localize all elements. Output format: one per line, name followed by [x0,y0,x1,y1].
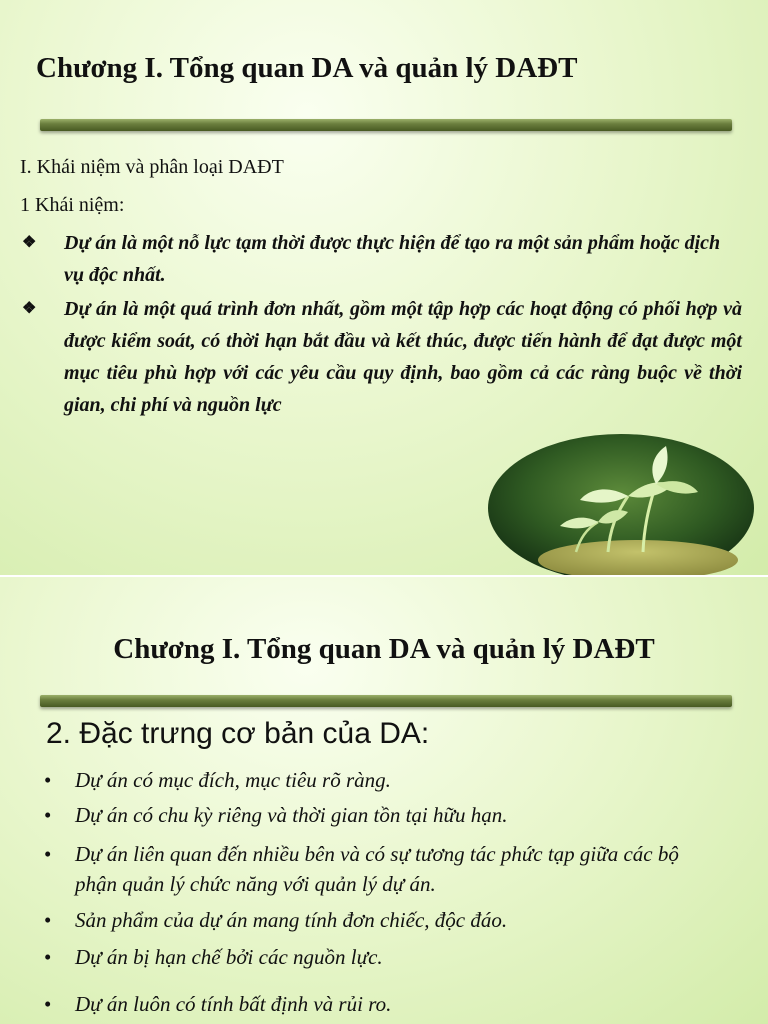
bullet-dot-icon: • [44,992,52,1016]
characteristic-item [44,800,724,830]
bullet-dot-icon: • [44,803,52,827]
slide-1-title: Chương I. Tổng quan DA và quản lý DAĐT [36,52,578,84]
bullet-dot-icon: • [44,945,52,969]
characteristics-heading: 2. Đặc trưng cơ bản của DA: [46,717,430,750]
characteristic-text: Dự án bị hạn chế bởi các nguồn lực. [75,945,383,969]
characteristic-item [44,765,724,795]
characteristic-text: Dự án liên quan đến nhiều bên và có sự tương tác phức tạp giữa các bộ phận quản lý chức năng với quản lý dự án. [75,842,679,896]
characteristic-text: Dự án luôn có tính bất định và rủi ro. [75,992,392,1016]
characteristic-item [44,839,724,899]
characteristic-text: Dự án có chu kỳ riêng và thời gian tồn tại hữu hạn. [75,803,508,827]
definition-text: Dự án là một quá trình đơn nhất, gồm một tập hợp các hoạt động có phối hợp và được kiểm soát, có thời hạn bắt đầu và kết thúc, được tiến hành để đạt được một mục tiêu phù hợp với các yêu cầu quy định, bao gồm cả các ràng buộc về thời gian, chi phí và nguồn lực [64,298,742,416]
diamond-bullet-icon: ❖ [22,300,37,317]
slide-2-title: Chương I. Tổng quan DA và quản lý DAĐT [113,633,655,665]
slide-2 [0,577,768,1024]
characteristic-text: Sản phẩm của dự án mang tính đơn chiếc, độc đáo. [75,908,508,932]
definition-bullet [22,227,742,291]
bullet-dot-icon: • [44,768,52,792]
bullet-dot-icon: • [44,842,52,866]
title-underline-bar [40,695,732,707]
definition-bullet [22,293,742,421]
subsection-heading: 1 Khái niệm: [20,194,125,216]
seedling-image [488,434,754,575]
definition-text: Dự án là một nỗ lực tạm thời được thực hiện để tạo ra một sản phẩm hoặc dịch vụ độc nhất. [64,232,721,286]
characteristic-item [44,942,724,972]
section-heading: I. Khái niệm và phân loại DAĐT [20,156,284,178]
title-underline-bar [40,119,732,131]
characteristic-item [44,989,724,1019]
characteristic-text: Dự án có mục đích, mục tiêu rõ ràng. [75,768,391,792]
characteristic-item [44,905,724,935]
diamond-bullet-icon: ❖ [22,234,37,251]
bullet-dot-icon: • [44,908,52,932]
